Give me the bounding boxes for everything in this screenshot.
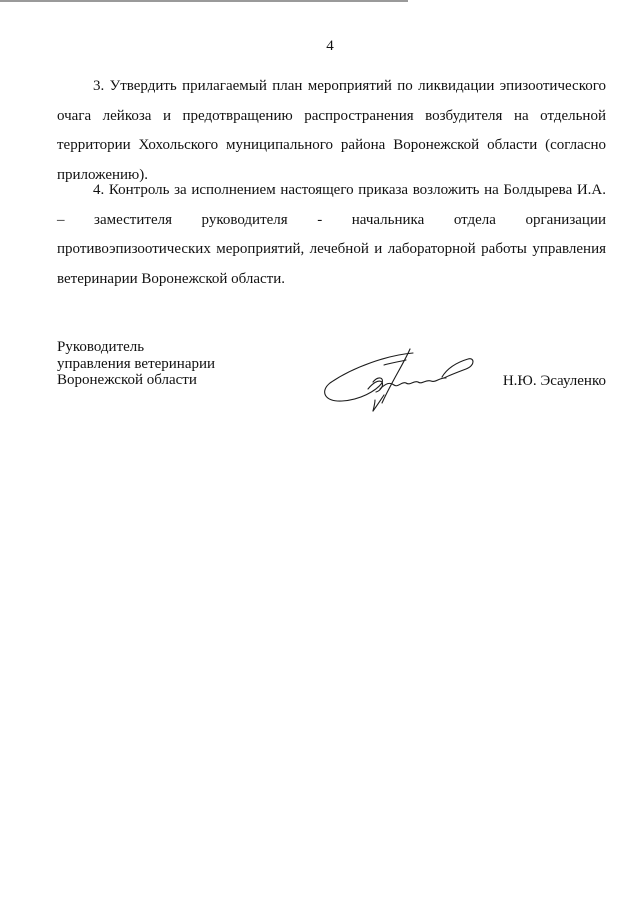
paragraph-item-4: 4. Контроль за исполнением настоящего приказа возложить на Болдырева И.А. – заместителя руководителя - начальника отдела организации противоэпизоотических мероприятий, лечебной и лабораторной работы управления ветеринарии Воронежской области.	[57, 182, 606, 287]
signer-position	[57, 339, 215, 389]
signer-name: Н.Ю. Эсауленко	[502, 373, 606, 389]
signer-position-line: управления ветеринарии	[57, 355, 216, 372]
scan-edge-line	[0, 0, 408, 2]
paragraph-item-3: 3. Утвердить прилагаемый план мероприятий по ликвидации эпизоотического очага лейкоза и предотвращению распространения возбудителя на отдельной территории Хохольского муниципального района Воронежской области (согласно приложению).	[57, 78, 606, 183]
signer-position-line: Воронежской области	[57, 372, 197, 388]
page-number: 4	[326, 38, 334, 54]
handwritten-signature-icon	[318, 345, 478, 415]
signer-position-line: Руководитель	[57, 339, 145, 355]
